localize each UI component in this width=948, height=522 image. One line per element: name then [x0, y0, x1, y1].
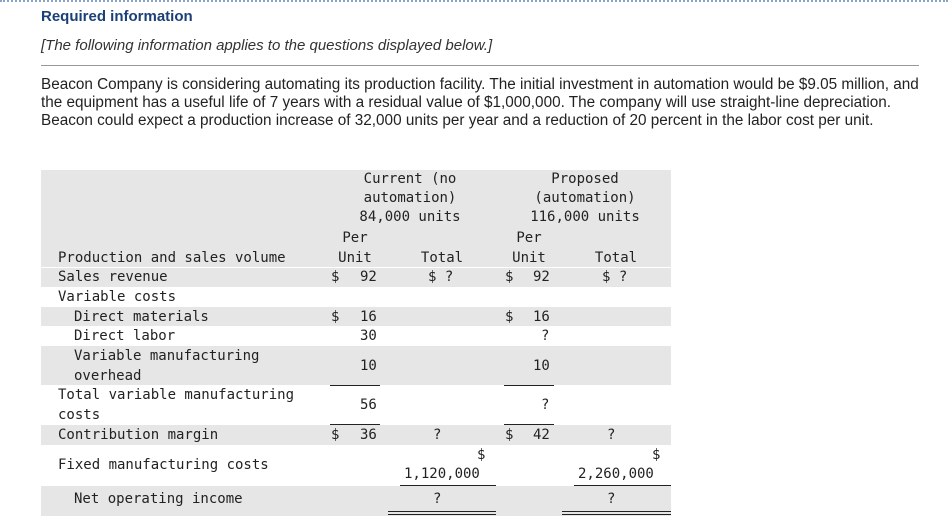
cm-proposed-unit: 42: [533, 427, 550, 443]
sales-proposed-sym: $: [505, 269, 514, 285]
current-header-line3: 84,000 units: [359, 209, 461, 225]
cm-proposed-sym: $: [505, 427, 514, 443]
cm-current-unit: 36: [360, 427, 377, 443]
sales-current-unit: 92: [360, 269, 377, 285]
proposed-unit-label: Unit: [512, 250, 546, 266]
vmo-underline-current: [330, 385, 380, 386]
tvm-label-line1: Total variable manufacturing: [58, 387, 295, 403]
required-information-title: Required information: [41, 8, 193, 25]
tvm-current-unit: 56: [360, 397, 377, 413]
sales-proposed-total: $ ?: [602, 269, 628, 285]
cm-label: Contribution margin: [58, 427, 219, 443]
noi-double-underline-proposed: [562, 511, 671, 515]
volume-label: Production and sales volume: [58, 250, 286, 266]
fixed-proposed-total: 2,260,000: [578, 466, 654, 482]
proposed-header-line3: 116,000 units: [530, 209, 640, 225]
dl-proposed-unit: ?: [541, 328, 550, 344]
proposed-header-line2: (automation): [534, 190, 636, 206]
fixed-proposed-sym: $: [652, 447, 661, 463]
current-header-line2: automation): [363, 190, 457, 206]
current-unit-label: Unit: [338, 250, 372, 266]
fixed-label: Fixed manufacturing costs: [58, 457, 269, 473]
fixed-current-sym: $: [477, 447, 486, 463]
dm-proposed-unit: 16: [533, 309, 550, 325]
dl-current-unit: 30: [360, 328, 377, 344]
problem-paragraph: Beacon Company is considering automating its production facility. The initial investment in automation would be $9.05 million, and the equipment has a useful life of 7 years with a residual value of $1,000,000. The company will use straight-line depreciation. Beacon could expect a production increase of 32,000 units per year and a reduction of 20 percent in the labor cost per unit.: [41, 76, 919, 129]
current-per-label: Per: [342, 230, 368, 246]
variable-costs-label: Variable costs: [58, 289, 177, 305]
dm-current-sym: $: [331, 309, 340, 325]
vmo-current-unit: 10: [360, 358, 377, 374]
tvm-underline-proposed: [504, 424, 554, 425]
divider: [41, 65, 919, 66]
top-dotted-border: [0, 0, 948, 2]
proposed-header-line1: Proposed: [551, 171, 619, 187]
vmo-label-line1: Variable manufacturing: [74, 348, 260, 364]
proposed-total-label: Total: [594, 250, 638, 266]
current-total-label: Total: [420, 250, 464, 266]
vmo-underline-proposed: [504, 385, 554, 386]
cm-current-sym: $: [331, 427, 340, 443]
noi-double-underline-current: [388, 511, 496, 515]
instruction-text: [The following information applies to the questions displayed below.]: [41, 37, 493, 54]
fixed-underline-proposed: [574, 485, 671, 486]
current-header-line1: Current (no: [363, 171, 457, 187]
fixed-underline-current: [400, 485, 496, 486]
noi-label: Net operating income: [74, 491, 243, 507]
sales-current-sym: $: [331, 269, 340, 285]
dl-label: Direct labor: [74, 328, 176, 344]
dm-proposed-sym: $: [505, 309, 514, 325]
sales-current-total: $ ?: [428, 269, 454, 285]
dm-label: Direct materials: [74, 309, 209, 325]
proposed-per-label: Per: [516, 230, 542, 246]
noi-current-total: ?: [433, 491, 442, 507]
dm-current-unit: 16: [360, 309, 377, 325]
tvm-proposed-unit: ?: [541, 397, 550, 413]
cm-proposed-total: ?: [607, 427, 616, 443]
cm-current-total: ?: [433, 427, 442, 443]
fixed-current-total: 1,120,000: [404, 466, 480, 482]
sales-label: Sales revenue: [58, 269, 168, 285]
noi-proposed-total: ?: [607, 491, 616, 507]
tvm-underline-current: [330, 424, 380, 425]
sales-proposed-unit: 92: [533, 269, 550, 285]
tvm-label-line2: costs: [58, 407, 101, 423]
vmo-label-line2: overhead: [74, 368, 142, 384]
vmo-proposed-unit: 10: [533, 358, 550, 374]
